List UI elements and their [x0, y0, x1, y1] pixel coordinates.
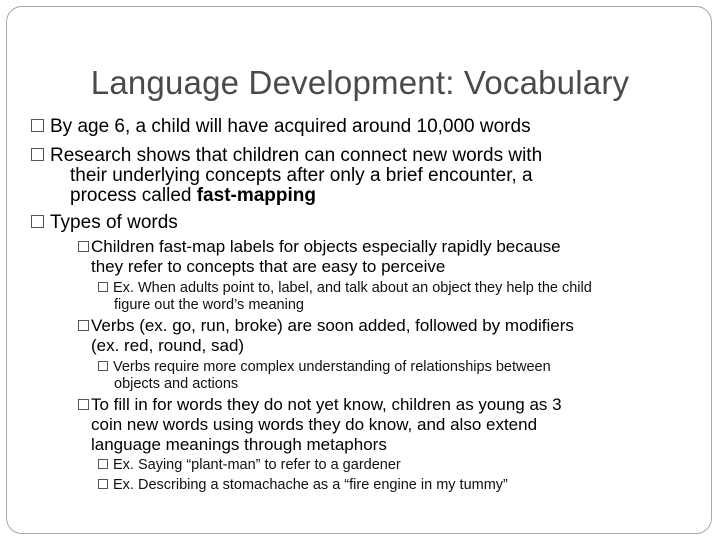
bullet-box-icon: [78, 320, 89, 331]
bullet-text: Children fast-map labels for objects especially rapidly because: [91, 237, 561, 256]
bullet-box-icon: [98, 361, 108, 371]
slide-title: Language Development: Vocabulary: [90, 64, 630, 101]
bullet-box-icon: [31, 215, 44, 228]
bullet-vocabulary-size: [31, 117, 531, 137]
bullet-text-continued: figure out the word’s meaning: [114, 297, 304, 313]
bullet-text-continued: (ex. red, round, sad): [91, 336, 245, 355]
bullet-text-continued: their underlying concepts after only a brief encounter, a: [70, 165, 533, 186]
sub-bullet-object-labels: [78, 237, 561, 277]
bullet-text: Ex. Describing a stomachache as a “fire engine in my tummy”: [113, 477, 508, 493]
bullet-box-icon: [98, 479, 108, 489]
detail-object-labels-example: [98, 280, 592, 314]
bullet-text-continued: objects and actions: [114, 376, 239, 392]
bullet-text-continued: coin new words using words they do know, and also extend: [91, 415, 538, 434]
bullet-box-icon: [31, 148, 44, 161]
bullet-box-icon: [98, 459, 108, 469]
bullet-text-continued: process called: [70, 185, 197, 206]
bullet-types-of-words: [31, 213, 178, 233]
detail-fire-engine: [98, 477, 508, 494]
bullet-box-icon: [78, 399, 89, 410]
detail-plant-man: [98, 457, 401, 474]
bullet-box-icon: [31, 119, 44, 132]
bullet-text: By age 6, a child will have acquired around 10,000 words: [50, 116, 531, 137]
bullet-text-continued: language meanings through metaphors: [91, 435, 387, 454]
fast-mapping-term: fast-mapping: [196, 185, 317, 206]
sub-bullet-new-words: [78, 395, 562, 455]
bullet-box-icon: [98, 282, 108, 292]
bullet-text: Research shows that children can connect new words with: [50, 145, 543, 166]
bullet-text: Types of words: [50, 212, 178, 233]
bullet-text: To fill in for words they do not yet know, children as young as 3: [91, 395, 562, 414]
bullet-text-continued: they refer to concepts that are easy to perceive: [91, 257, 446, 276]
bullet-text: Ex. When adults point to, label, and talk about an object they help the child: [113, 280, 592, 296]
bullet-text: Ex. Saying “plant-man” to refer to a gardener: [113, 457, 401, 473]
bullet-text: Verbs require more complex understanding of relationships between: [113, 359, 551, 375]
sub-bullet-verbs: [78, 316, 574, 356]
detail-verbs: [98, 359, 551, 393]
bullet-fast-mapping: [31, 146, 542, 206]
bullet-box-icon: [78, 241, 89, 252]
bullet-text: Verbs (ex. go, run, broke) are soon added, followed by modifiers: [91, 316, 574, 335]
